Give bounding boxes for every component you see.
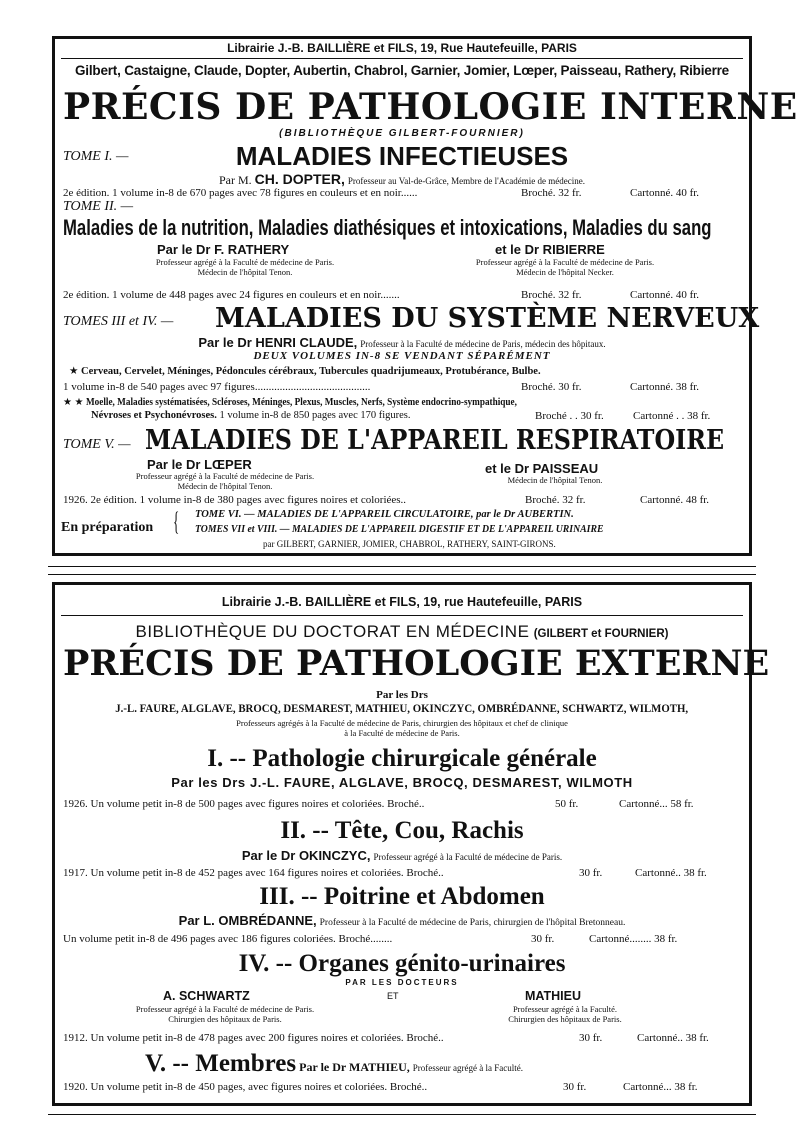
vol-5-title-line <box>145 1050 741 1078</box>
series-line <box>63 622 741 642</box>
vol-5-cartonne: Cartonné... 38 fr. <box>623 1081 698 1093</box>
page-bottom-rule <box>48 1114 756 1115</box>
tome-1-label: TOME I. — <box>63 149 129 164</box>
tome-5-author-left: Par le Dr LŒPER <box>147 457 252 472</box>
series-name: BIBLIOTHÈQUE DU DOCTORAT EN MÉDECINE <box>135 622 530 641</box>
vol-4-author-left: A. SCHWARTZ <box>163 989 250 1003</box>
page-divider <box>48 566 756 567</box>
vol-3-author: Par L. OMBRÉDANNE, <box>178 913 317 928</box>
tome-3-label: TOMES III et IV. — <box>63 314 174 329</box>
vol-1-authors: Par les Drs J.-L. FAURE, ALGLAVE, BROCQ, DESMAREST, WILMOTH <box>171 775 633 790</box>
tome-1-credential: Professeur au Val-de-Grâce, Membre de l'Académie de médecine. <box>347 176 585 186</box>
tome-2-title: Maladies de la nutrition, Maladies diathésiques et intoxications, Maladies du sang <box>63 215 712 240</box>
tome-2-cred-right: Professeur agrégé à la Faculté de médecine de Paris. Médecin de l'hôpital Necker. <box>475 257 655 277</box>
tome-3-vol1-title-line: ★ Cerveau, Cervelet, Méninges, Pédoncules cérébraux, Tubercules quadrijumeaux, Protubérance, Bulbe. <box>69 366 541 377</box>
tome-5-title: MALADIES DE L'APPAREIL RESPIRATOIRE <box>145 425 725 456</box>
authors-line: Gilbert, Castaigne, Claude, Dopter, Aubertin, Chabrol, Garnier, Jomier, Lœper, Paisseau, Rathery, Ribierre <box>75 63 729 78</box>
vol-1-edition: 1926. Un volume petit in-8 de 500 pages avec figures noires et coloriées. Broché.. <box>63 798 425 810</box>
vol-1-cartonne: Cartonné... 58 fr. <box>619 798 694 810</box>
tome-1-edition: 2e édition. 1 volume in-8 de 670 pages avec 78 figures en couleurs et en noir...... <box>63 187 418 199</box>
tome-5-edition: 1926. 2e édition. 1 volume in-8 de 380 pages avec figures noires et coloriées.. <box>63 494 407 506</box>
publisher-line: Librairie J.-B. BAILLIÈRE et FILS, 19, rue Hautefeuille, PARIS <box>221 595 583 609</box>
tome-2-author-right: et le Dr RIBIERRE <box>495 242 605 257</box>
tome-1-broche: Broché. 32 fr. <box>521 187 582 199</box>
tome-2-broche: Broché. 32 fr. <box>521 289 582 301</box>
en-preparation-label: En préparation <box>61 520 154 535</box>
vol-1-title: I. -- Pathologie chirurgicale générale <box>207 745 597 772</box>
tome-2-cartonne: Cartonné. 40 fr. <box>630 289 700 301</box>
vol-4-cred-left: Professeur agrégé à la Faculté de médecine de Paris. Chirurgien des hôpitaux de Paris. <box>135 1004 315 1024</box>
vol-4-et: ET <box>387 991 399 1001</box>
book-title: PRÉCIS DE PATHOLOGIE EXTERNE <box>63 643 770 684</box>
tome-3-title: MALADIES DU SYSTÈME NERVEUX <box>215 303 760 334</box>
vol-3-title: III. -- Poitrine et Abdomen <box>259 883 545 910</box>
tome-5-label: TOME V. — <box>63 437 131 452</box>
vol-2-author: Par le Dr OKINCZYC, <box>241 848 371 863</box>
vol-4-title: IV. -- Organes génito-urinaires <box>238 950 566 977</box>
authors-line: J.-L. FAURE, ALGLAVE, BROCQ, DESMAREST, MATHIEU, OKINCZYC, OMBRÉDANNE, SCHWARTZ, WILMOTH, <box>115 703 689 715</box>
tome-1-par: Par M. <box>218 173 252 187</box>
vol-5-author: Par le Dr MATHIEU, <box>299 1060 410 1074</box>
divider <box>61 58 743 59</box>
vol-5-edition: 1920. Un volume petit in-8 de 450 pages, avec figures noires et coloriées. Broché.. <box>63 1081 428 1093</box>
tome-3-vol2-broche: Broché . . 30 fr. <box>535 410 604 422</box>
vol-3-broche-price: 30 fr. <box>531 933 555 945</box>
vol-2-cartonne: Cartonné.. 38 fr. <box>635 867 707 879</box>
tome-2-label: TOME II. — <box>63 199 134 214</box>
divider <box>61 615 743 616</box>
tome-3-author: Par le Dr HENRI CLAUDE, <box>198 335 358 350</box>
vol-4-edition: 1912. Un volume petit in-8 de 478 pages avec 200 figures noires et coloriées. Broché.. <box>63 1032 444 1044</box>
tome-5-cred-right: Médecin de l'hôpital Tenon. <box>507 475 603 485</box>
vol-2-credential: Professeur agrégé à la Faculté de médecine de Paris. <box>373 852 563 862</box>
tome-3-vol1-title: Cerveau, Cervelet, Méninges, Pédoncules cérébraux, Tubercules quadrijumeaux, Protubérance, Bulbe. <box>81 366 541 377</box>
tome-2-edition: 2e édition. 1 volume de 448 pages avec 24 figures en couleurs et en noir....... <box>63 289 400 301</box>
publisher-line: Librairie J.-B. BAILLIÈRE et FILS, 19, Rue Hautefeuille, PARIS <box>227 41 577 55</box>
tome-5-author-right: et le Dr PAISSEAU <box>485 461 599 476</box>
series-paren: (GILBERT et FOURNIER) <box>533 628 669 640</box>
tome-1-author-line <box>63 171 741 188</box>
tome-5-title-wrap <box>145 425 741 455</box>
advertisement-pathologie-externe <box>52 582 770 1106</box>
tome-3-vol2-line2: Névroses et Psychonévroses. 1 volume in-8 de 850 pages avec 170 figures. <box>91 410 411 421</box>
vol-3-author-line <box>63 913 741 929</box>
vol-2-author-line <box>63 848 741 864</box>
tome-3-vol1-broche: Broché. 30 fr. <box>521 381 582 393</box>
vol-4-cred-right: Professeur agrégé à la Faculté. Chirurgien des hôpitaux de Paris. <box>508 1004 622 1024</box>
vol-4-author-right: MATHIEU <box>525 989 582 1003</box>
tome-3-author-line <box>63 335 741 351</box>
tome-2-cred-left: Professeur agrégé à la Faculté de médecine de Paris. Médecin de l'hôpital Tenon. <box>155 257 335 277</box>
tome-5-broche: Broché. 32 fr. <box>525 494 586 506</box>
vol-2-broche-price: 30 fr. <box>579 867 603 879</box>
tome-3-vol2-cartonne: Cartonné . . 38 fr. <box>633 410 711 422</box>
prep-line-3: par GILBERT, GARNIER, JOMIER, CHABROL, RATHERY, SAINT-GIRONS. <box>263 539 556 549</box>
brace: { <box>173 507 180 536</box>
vol-5-broche-price: 30 fr. <box>563 1081 587 1093</box>
tome-5-cred-left: Professeur agrégé à la Faculté de médecine de Paris. Médecin de l'hôpital Tenon. <box>135 471 315 491</box>
tome-2-author-left: Par le Dr F. RATHERY <box>157 242 290 257</box>
tome-1-cartonne: Cartonné. 40 fr. <box>630 187 700 199</box>
series-name: (BIBLIOTHÈQUE GILBERT-FOURNIER) <box>279 128 525 139</box>
authors-credential: Professeurs agrégés à la Faculté de médecine de Paris, chirurgien des hôpitaux et chef de clinique à la Faculté de médecine de Paris. <box>236 718 568 738</box>
tome-2-title-wrap <box>63 215 741 241</box>
tome-5-cartonne: Cartonné. 48 fr. <box>640 494 710 506</box>
book-title: PRÉCIS DE PATHOLOGIE INTERNE <box>63 86 798 128</box>
prep-line-2: TOMES VII et VIII. — MALADIES DE L'APPAREIL DIGESTIF ET DE L'APPAREIL URINAIRE <box>195 524 604 535</box>
tome-1-title: MALADIES INFECTIEUSES <box>235 141 569 171</box>
tome-3-vol1-cartonne: Cartonné. 38 fr. <box>630 381 700 393</box>
vol-3-edition: Un volume petit in-8 de 496 pages avec 186 figures coloriées. Broché........ <box>63 933 393 945</box>
tome-1-author: CH. DOPTER, <box>254 171 345 187</box>
tome-3-vol2-edition: 1 volume in-8 de 850 pages avec 170 figures. <box>219 410 411 421</box>
tome-3-vol2-title-line: ★ ★ Moelle, Maladies systématisées, Scléroses, Méninges, Plexus, Muscles, Nerfs, Système endocrino-sympathique, <box>63 397 517 408</box>
page-divider <box>48 574 756 575</box>
tome-3-note: DEUX VOLUMES IN-8 SE VENDANT SÉPARÉMENT <box>253 350 551 362</box>
vol-3-credential: Professeur à la Faculté de médecine de Paris, chirurgien de l'hôpital Bretonneau. <box>319 918 626 928</box>
vol-5-title: V. -- Membres <box>145 1050 297 1077</box>
vol-2-title: II. -- Tête, Cou, Rachis <box>280 817 524 844</box>
vol-4-par: PAR LES DOCTEURS <box>345 978 459 987</box>
authors-par: Par les Drs <box>376 689 428 701</box>
vol-5-credential: Professeur agrégé à la Faculté. <box>412 1063 523 1073</box>
tome-3-vol2-title: Moelle, Maladies systématisées, Scléroses, Méninges, Plexus, Muscles, Nerfs, Système endocrino-sympathique, <box>85 397 517 408</box>
vol-4-cartonne: Cartonné.. 38 fr. <box>637 1032 709 1044</box>
vol-3-cartonne: Cartonné........ 38 fr. <box>589 933 678 945</box>
advertisement-pathologie-interne <box>52 36 798 556</box>
tome-3-credential: Professeur à la Faculté de médecine de Paris, médecin des hôpitaux. <box>360 339 606 349</box>
vol-2-edition: 1917. Un volume petit in-8 de 452 pages avec 164 figures noires et coloriées. Broché.. <box>63 867 444 879</box>
tome-3-vol1-edition: 1 volume in-8 de 540 pages avec 97 figures.......................................... <box>63 381 371 393</box>
vol-1-broche-price: 50 fr. <box>555 798 579 810</box>
prep-line-1: TOME VI. — MALADIES DE L'APPAREIL CIRCULATOIRE, par le Dr AUBERTIN. <box>195 509 574 520</box>
vol-4-broche-price: 30 fr. <box>579 1032 603 1044</box>
